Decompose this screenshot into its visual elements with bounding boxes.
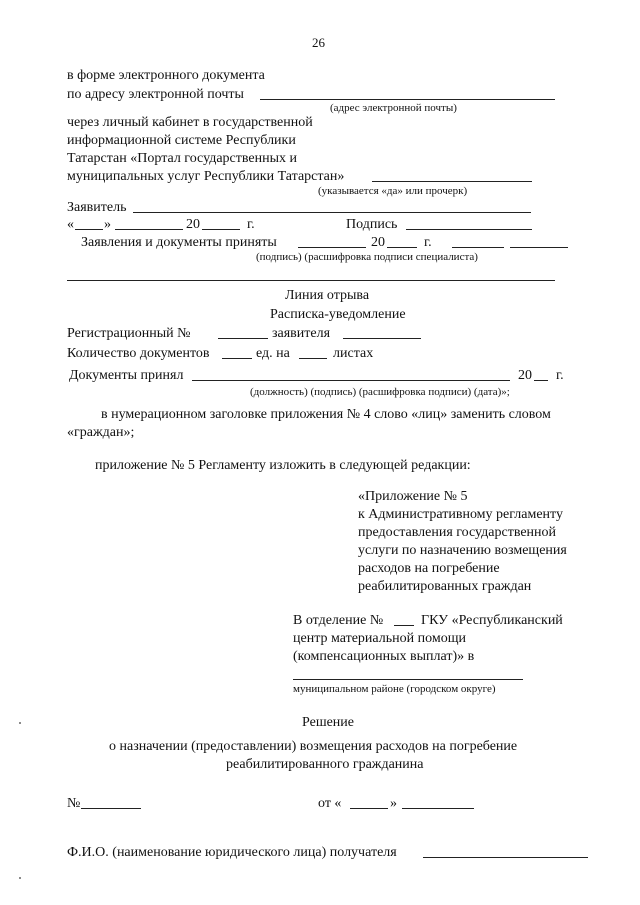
decision-day-blank[interactable] [350,808,388,809]
address-line-1: В отделение № [293,613,384,628]
decision-from-label: от « [318,796,342,811]
form-line-electronic: в форме электронного документа [67,68,265,83]
date-quote-open: « [67,217,74,232]
docs-accepted-label: Документы принял [69,368,184,383]
scan-speck [19,722,21,724]
accepted-label: Заявления и документы приняты [81,235,277,250]
decision-no-label: № [67,796,81,811]
email-hint: (адрес электронной почты) [330,102,457,114]
accepted-year: 20 [371,235,385,250]
decision-date-blank[interactable] [402,808,474,809]
reg-no-blank[interactable] [218,338,268,339]
email-blank[interactable] [260,99,555,100]
date-month-blank[interactable] [115,229,183,230]
address-line-3: (компенсационных выплат)» в [293,649,475,664]
appendix-line: расходов на погребение [358,561,500,576]
page-number: 26 [312,35,325,50]
accepted-year-blank[interactable] [387,247,417,248]
accepted-g: г. [424,235,432,250]
docs-year: 20 [518,368,532,383]
portal-blank[interactable] [372,181,532,182]
separator-line [67,280,555,281]
decision-subtitle-1: о назначении (предоставлении) возмещения расходов на погребение [109,739,518,754]
portal-hint: (указывается «да» или прочерк) [318,185,468,197]
amend-paragraph-2: приложение № 5 Регламенту изложить в следующей редакции: [95,458,471,473]
docs-count-label: Количество документов [67,346,210,361]
district-blank[interactable] [293,679,523,680]
appendix-line: «Приложение № 5 [358,489,468,504]
decision-title: Решение [302,715,355,730]
applicant-label: Заявитель [67,200,127,215]
applicant-blank[interactable] [133,212,531,213]
signature-blank[interactable] [406,229,532,230]
accepted-hint: (подпись) (расшифровка подписи специалиста) [256,251,478,263]
docs-accepted-blank[interactable] [192,380,510,381]
form-line-services: муниципальных услуг Республики Татарстан» [67,169,345,184]
district-hint: муниципальном районе (городском округе) [293,683,496,695]
form-line-system: информационной системе Республики [67,133,296,148]
appendix-line: к Административному регламенту [358,507,563,522]
date-year: 20 [186,217,200,232]
amend-paragraph-1-cont: «граждан»; [67,425,135,440]
accepted-sign-blank[interactable] [298,247,366,248]
accepted-name-blank-2[interactable] [510,247,568,248]
docs-units-label: ед. на [256,346,290,361]
docs-sheets-label: листах [333,346,374,361]
recipient-label: Ф.И.О. (наименование юридического лица) получателя [67,845,397,860]
scan-speck [19,877,21,879]
amend-paragraph-1: в нумерационном заголовке приложения № 4 слово «лиц» заменить словом [101,407,551,422]
date-year-blank[interactable] [202,229,240,230]
form-line-cabinet: через личный кабинет в государственной [67,115,313,130]
decision-from-close: » [390,796,397,811]
appendix-line: предоставления государственной [358,525,557,540]
appendix-line: реабилитированных граждан [358,579,532,594]
docs-sheets-blank[interactable] [299,358,327,359]
accepted-name-blank-1[interactable] [452,247,504,248]
cut-line-label: Линия отрыва [285,288,370,303]
date-quote-close: » [104,217,111,232]
department-no-blank[interactable] [394,625,414,626]
docs-year-blank[interactable] [534,380,548,381]
docs-count-blank[interactable] [222,358,252,359]
date-day-blank[interactable] [75,229,103,230]
reg-applicant-blank[interactable] [343,338,421,339]
receipt-title: Расписка-уведомление [270,307,406,322]
decision-no-blank[interactable] [81,808,141,809]
address-line-1-cont: ГКУ «Республиканский [421,613,563,628]
form-line-portal: Татарстан «Портал государственных и [67,151,297,166]
address-line-2: центр материальной помощи [293,631,466,646]
reg-applicant-label: заявителя [272,326,331,341]
decision-subtitle-2: реабилитированного гражданина [226,757,424,772]
appendix-line: услуги по назначению возмещения [358,543,567,558]
signature-label: Подпись [346,217,398,232]
date-g: г. [247,217,255,232]
recipient-blank[interactable] [423,857,588,858]
form-line-email: по адресу электронной почты [67,87,244,102]
docs-hint: (должность) (подпись) (расшифровка подписи) (дата)»; [250,386,510,398]
reg-no-label: Регистрационный № [67,326,191,341]
docs-g: г. [556,368,564,383]
